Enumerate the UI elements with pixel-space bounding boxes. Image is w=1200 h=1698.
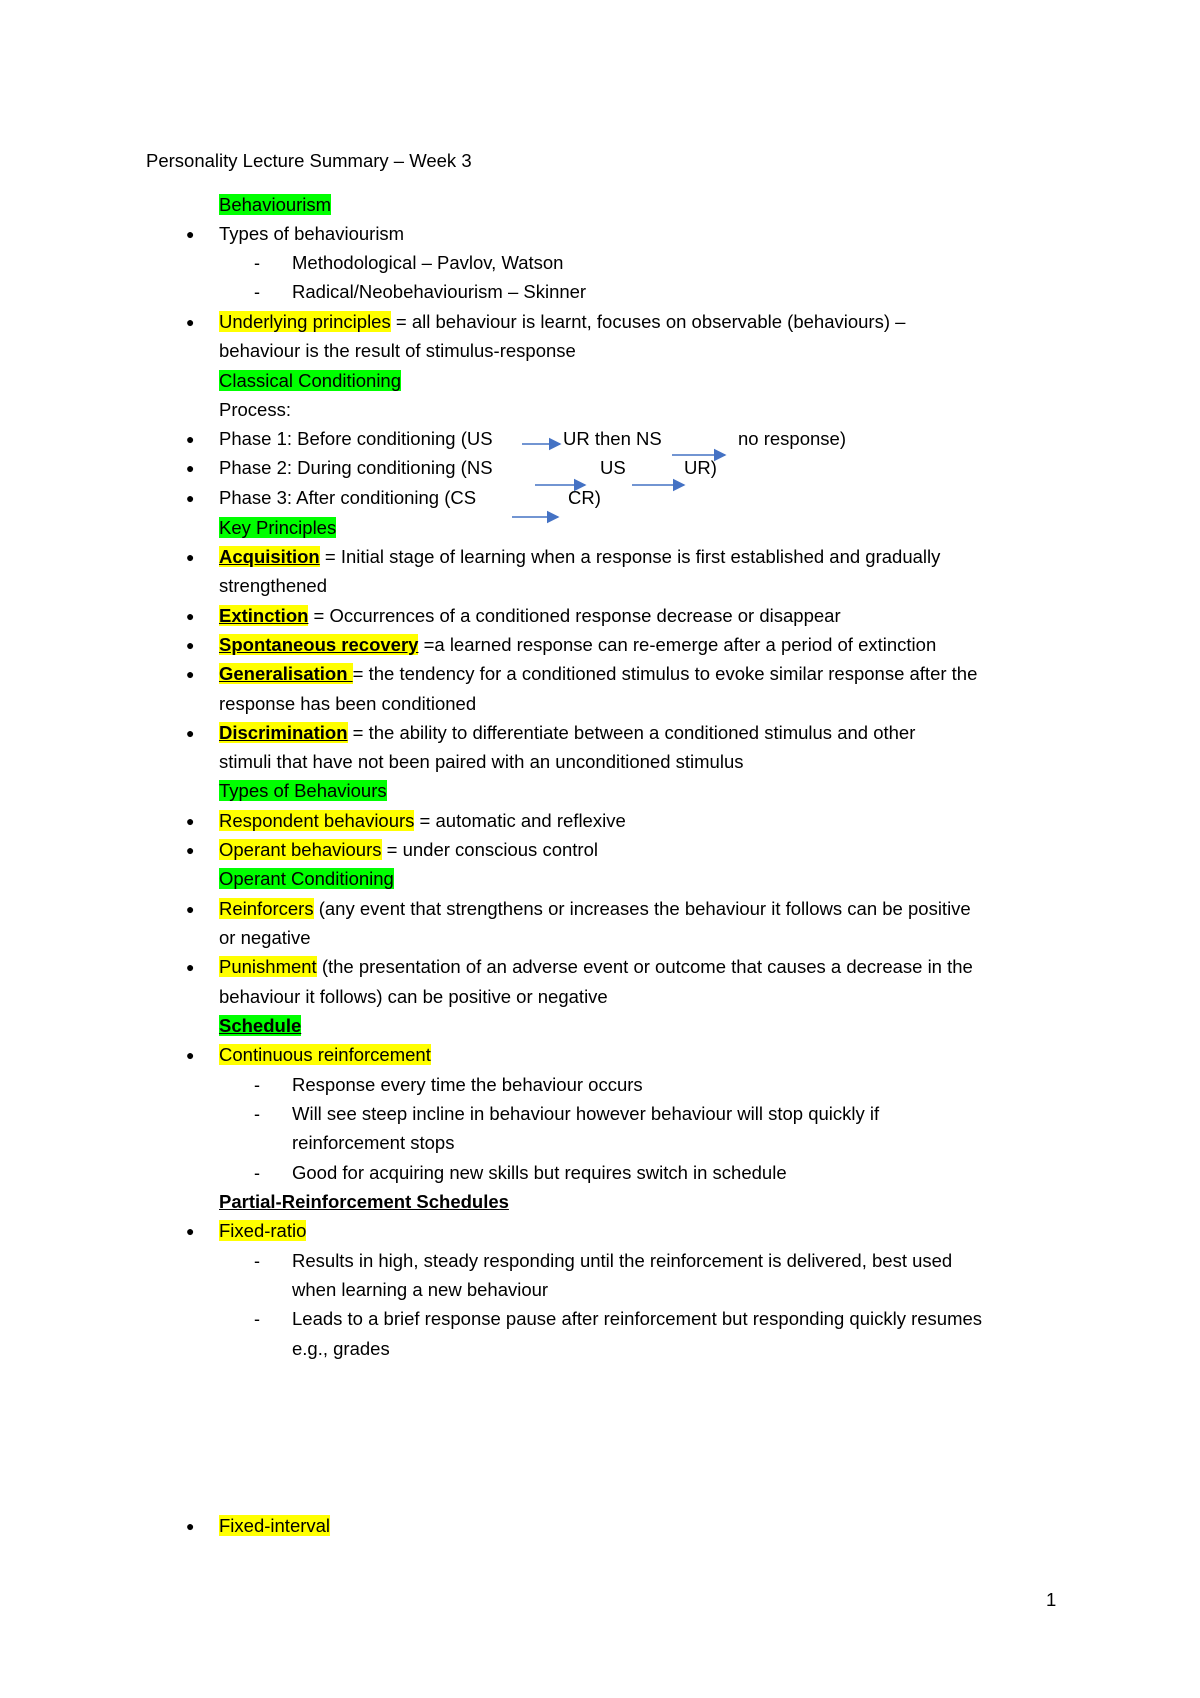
sub-item: Radical/Neobehaviourism – Skinner (292, 281, 587, 302)
dash: - (254, 1163, 260, 1183)
list-item-continuation: strengthened (219, 575, 328, 596)
list-item: Punishment (the presentation of an adverse event or outcome that causes a decrease in the (219, 956, 973, 977)
bullet: ● (186, 901, 195, 917)
bullet: ● (186, 608, 195, 624)
dash: - (254, 1309, 260, 1329)
bullet: ● (186, 226, 195, 242)
bullet: ● (186, 1518, 195, 1534)
list-item-continuation: stimuli that have not been paired with an unconditioned stimulus (219, 751, 744, 772)
bullet: ● (186, 314, 195, 330)
sub-item-continuation: reinforcement stops (292, 1132, 455, 1153)
sub-item: Results in high, steady responding until the reinforcement is delivered, best used (292, 1250, 953, 1271)
phase-3-end: CR) (568, 487, 601, 508)
bullet: ● (186, 1223, 195, 1239)
list-item: Reinforcers (any event that strengthens or increases the behaviour it follows can be positive (219, 898, 971, 919)
list-item: Operant behaviours = under conscious control (219, 839, 598, 860)
sub-item-continuation: when learning a new behaviour (292, 1279, 549, 1300)
list-item-continuation: or negative (219, 927, 311, 948)
section-heading-operant: Operant Conditioning (219, 868, 394, 889)
list-item: Fixed-ratio (219, 1220, 307, 1241)
phase-3: Phase 3: After conditioning (CS (219, 487, 477, 508)
list-item: Continuous reinforcement (219, 1044, 431, 1065)
list-item: Fixed-interval (219, 1515, 331, 1536)
list-item: Types of behaviourism (219, 223, 405, 244)
sub-item-continuation: e.g., grades (292, 1338, 390, 1359)
list-item: Generalisation = the tendency for a conditioned stimulus to evoke similar response after the (219, 663, 978, 684)
list-item: Respondent behaviours = automatic and reflexive (219, 810, 626, 831)
sub-item: Response every time the behaviour occurs (292, 1074, 643, 1095)
sub-item: Methodological – Pavlov, Watson (292, 252, 564, 273)
section-heading-schedule: Schedule (219, 1015, 302, 1036)
phase-1: Phase 1: Before conditioning (US (219, 428, 493, 449)
dash: - (254, 1075, 260, 1095)
bullet: ● (186, 842, 195, 858)
page-number: 1 (1046, 1589, 1057, 1610)
bullet: ● (186, 637, 195, 653)
dash: - (254, 282, 260, 302)
phase-2-us: US (600, 457, 626, 478)
bullet: ● (186, 725, 195, 741)
bullet: ● (186, 813, 195, 829)
dash: - (254, 1104, 260, 1124)
sub-item: Will see steep incline in behaviour however behaviour will stop quickly if (292, 1103, 880, 1124)
list-item: Underlying principles = all behaviour is learnt, focuses on observable (behaviours) – (219, 311, 906, 332)
sub-item: Leads to a brief response pause after reinforcement but responding quickly resumes (292, 1308, 983, 1329)
section-heading-types: Types of Behaviours (219, 780, 387, 801)
list-item: Extinction = Occurrences of a conditioned response decrease or disappear (219, 605, 841, 626)
bullet: ● (186, 1047, 195, 1063)
bullet: ● (186, 431, 195, 447)
bullet: ● (186, 490, 195, 506)
process-label: Process: (219, 399, 291, 420)
list-item-continuation: response has been conditioned (219, 693, 477, 714)
page-title: Personality Lecture Summary – Week 3 (146, 150, 472, 171)
phase-2: Phase 2: During conditioning (NS (219, 457, 493, 478)
section-heading-partial: Partial-Reinforcement Schedules (219, 1191, 509, 1212)
section-heading-behaviourism: Behaviourism (219, 194, 332, 215)
bullet: ● (186, 666, 195, 682)
list-item: Discrimination = the ability to differentiate between a conditioned stimulus and other (219, 722, 916, 743)
dash: - (254, 1251, 260, 1271)
phase-1-ur: UR then NS (563, 428, 662, 449)
list-item: Spontaneous recovery =a learned response can re-emerge after a period of extinction (219, 634, 937, 655)
phase-2-end: UR) (684, 457, 717, 478)
sub-item: Good for acquiring new skills but requires switch in schedule (292, 1162, 787, 1183)
bullet: ● (186, 460, 195, 476)
bullet: ● (186, 959, 195, 975)
section-heading-classical: Classical Conditioning (219, 370, 402, 391)
section-heading-key-principles: Key Principles (219, 517, 337, 538)
bullet: ● (186, 549, 195, 565)
list-item-continuation: behaviour it follows) can be positive or negative (219, 986, 608, 1007)
list-item: Acquisition = Initial stage of learning when a response is first established and gradually (219, 546, 941, 567)
phase-1-end: no response) (738, 428, 846, 449)
list-item-continuation: behaviour is the result of stimulus-response (219, 340, 576, 361)
dash: - (254, 253, 260, 273)
